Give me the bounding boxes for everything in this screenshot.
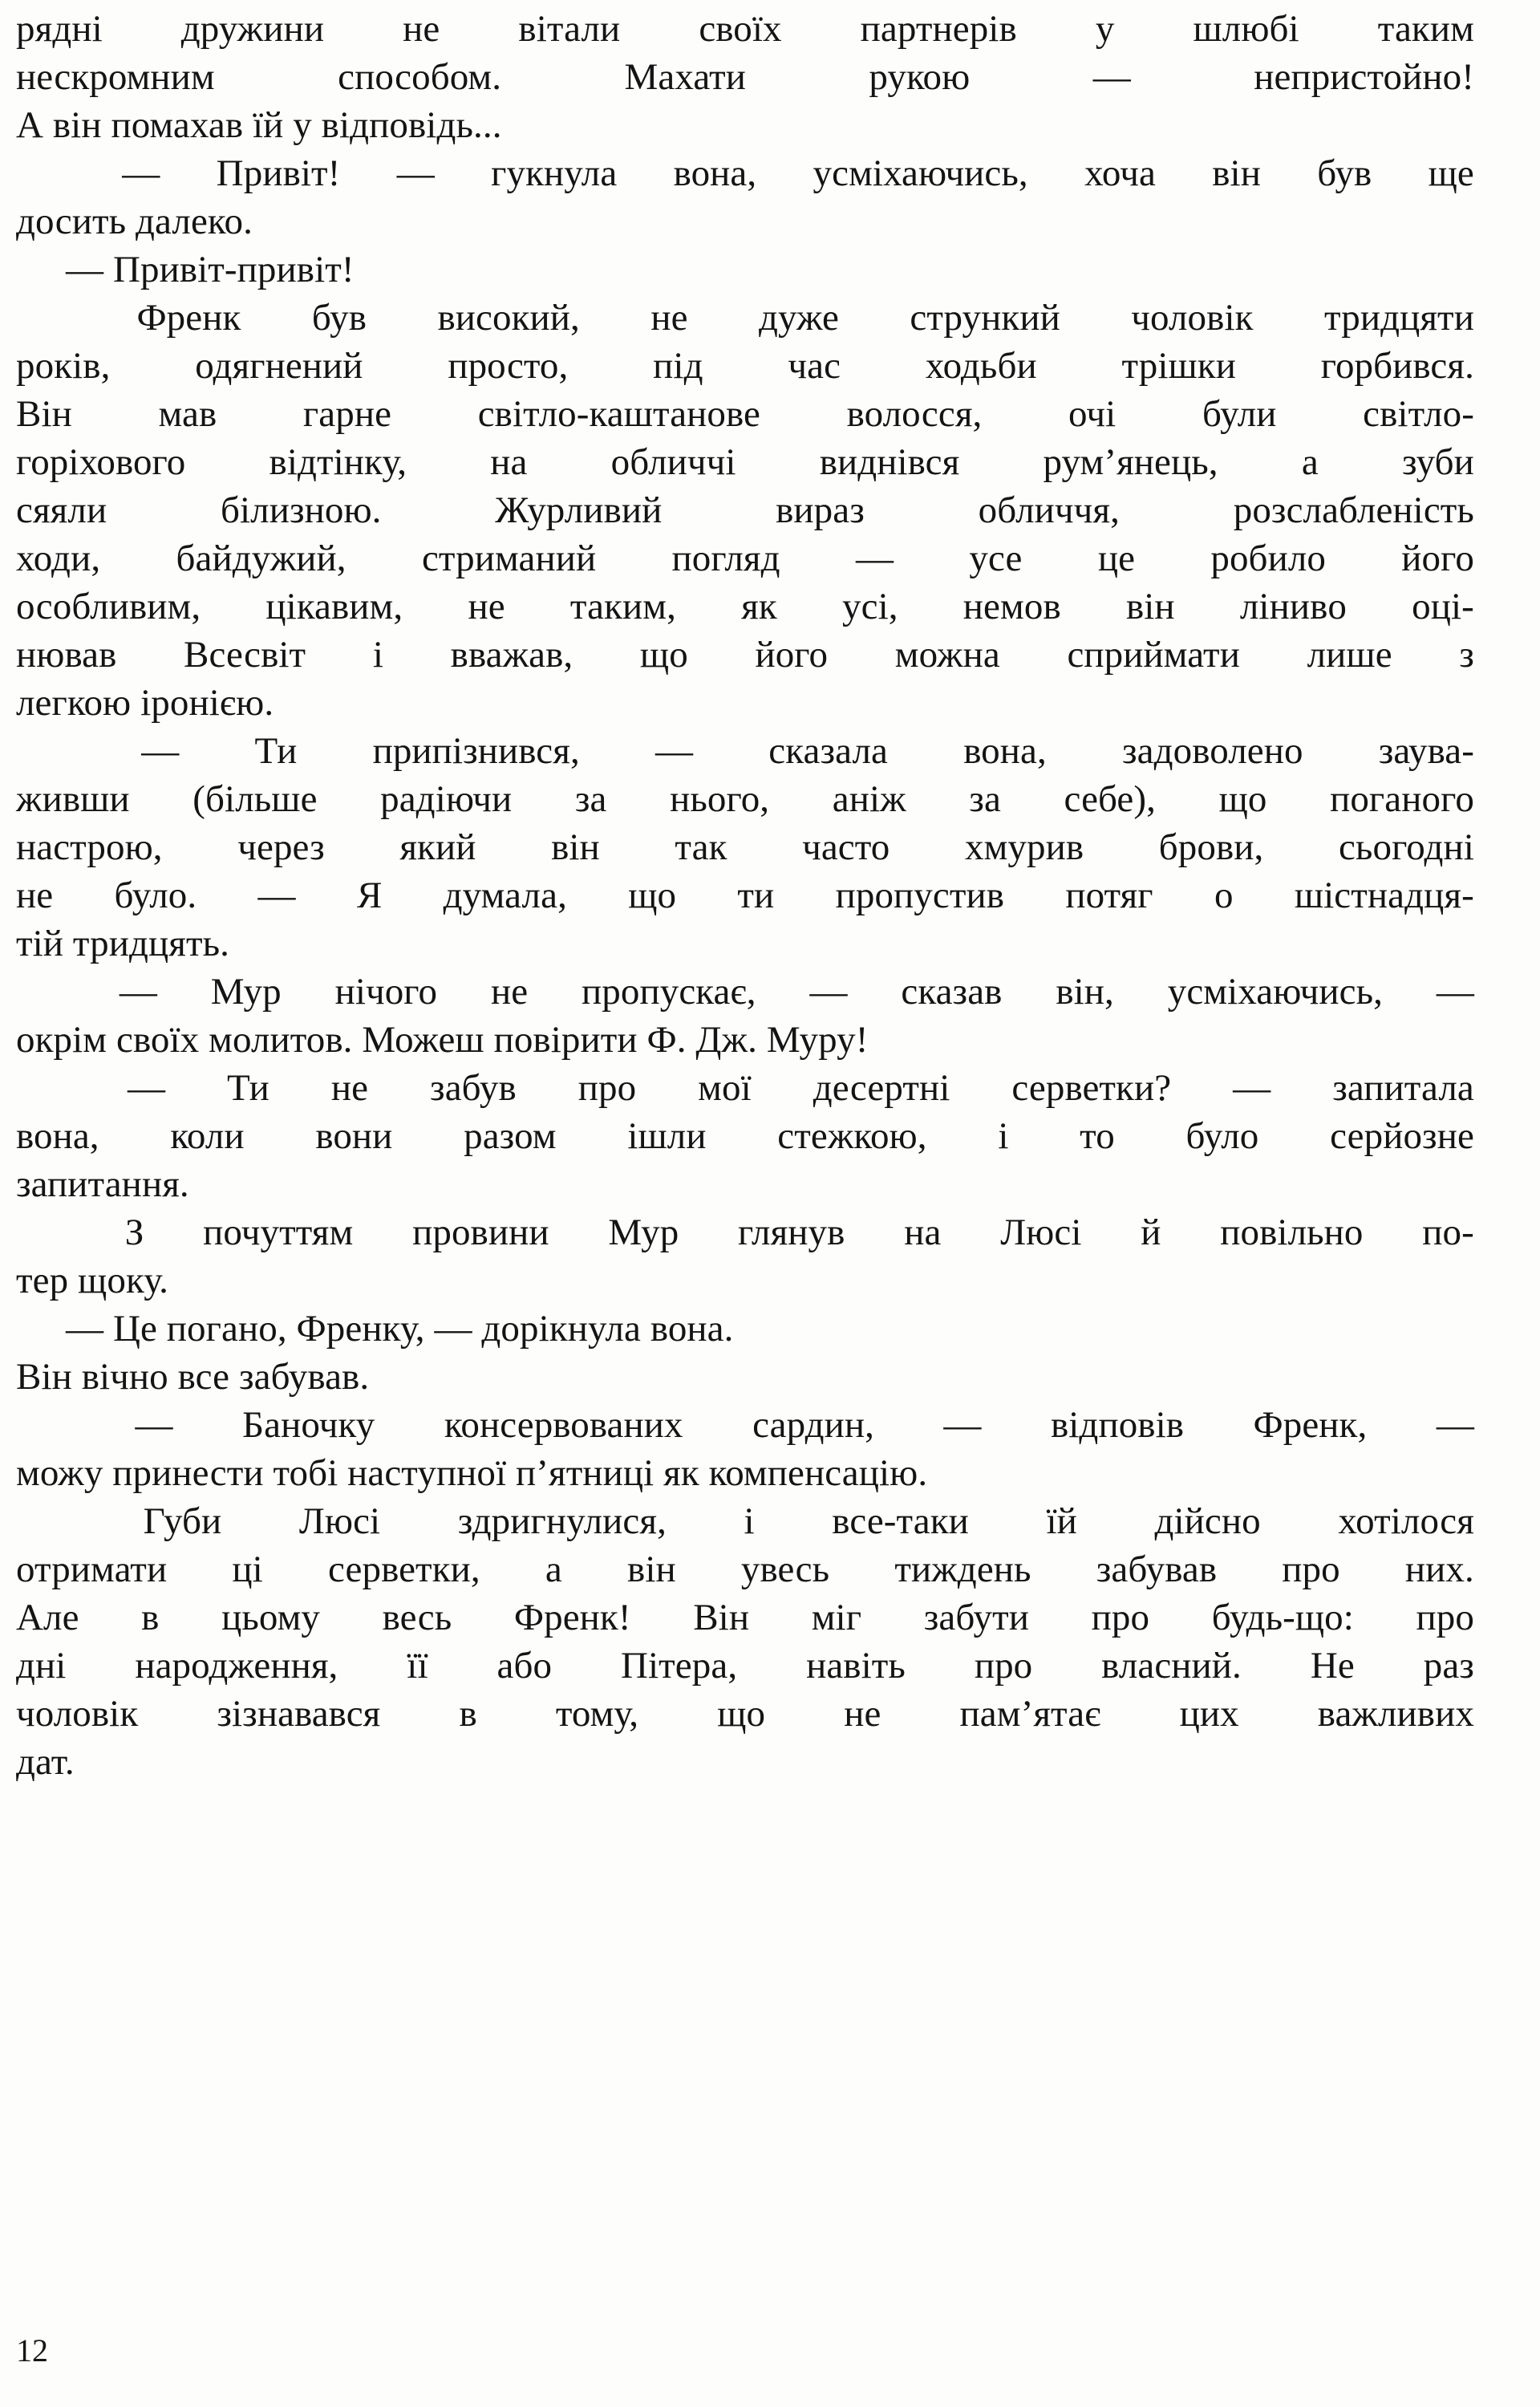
text-line <box>16 53 1474 101</box>
text-word: цьому <box>221 1597 321 1638</box>
text-word: — <box>396 152 435 194</box>
paragraph-indent <box>16 1401 66 1449</box>
text-word: він <box>1212 152 1261 194</box>
text-word: на <box>904 1212 942 1253</box>
text-word: погляд <box>671 538 780 579</box>
text-run: запитання. <box>16 1163 189 1205</box>
text-word: хотілося <box>1338 1500 1474 1542</box>
text-word: можна <box>894 634 1000 676</box>
text-word: лише <box>1307 634 1392 676</box>
text-line <box>16 390 1474 438</box>
text-word: у <box>1095 8 1115 50</box>
text-word: тиждень <box>894 1549 1031 1590</box>
text-word: забув <box>430 1067 517 1109</box>
text-word: запитала <box>1332 1067 1474 1109</box>
text-word: З <box>124 1212 144 1253</box>
text-word: усе <box>969 538 1023 579</box>
text-word: і <box>372 634 384 676</box>
text-word: гарне <box>302 393 392 435</box>
text-word: лінивo <box>1239 586 1347 627</box>
text-run: — Привіт-привіт! <box>66 249 355 290</box>
text-line <box>16 775 1474 823</box>
text-word: час <box>788 345 841 387</box>
text-word: — <box>1436 971 1474 1013</box>
text-word: високий, <box>437 297 580 339</box>
text-line <box>16 1545 1474 1593</box>
text-word: Френк! <box>513 1597 631 1638</box>
text-word: пропускає, <box>582 971 756 1013</box>
text-word: серйозне <box>1330 1115 1474 1157</box>
text-word: в <box>459 1693 477 1735</box>
text-word: дружини <box>180 8 325 50</box>
text-word: обличчі <box>610 441 736 483</box>
text-word: не <box>403 8 440 50</box>
text-word: шлюбі <box>1193 8 1299 50</box>
text-word: не <box>844 1693 881 1735</box>
text-word: стрункий <box>910 297 1060 339</box>
text-word: Мур <box>608 1212 679 1253</box>
text-word: ходьби <box>925 345 1037 387</box>
text-word: було <box>1185 1115 1259 1157</box>
text-word: отримати <box>16 1549 168 1590</box>
text-word: відтінку, <box>269 441 407 483</box>
text-word: виднівся <box>819 441 960 483</box>
text-line <box>16 1305 1474 1353</box>
text-word: навіть <box>806 1645 906 1687</box>
text-word: разом <box>464 1115 557 1157</box>
text-word: Я <box>356 875 383 916</box>
text-word: таким, <box>569 586 676 627</box>
text-word: розслабленість <box>1233 489 1474 531</box>
text-line <box>16 968 1474 1016</box>
text-word: просто, <box>448 345 569 387</box>
text-word: а <box>1301 441 1319 483</box>
text-run: А він помахав їй у відповідь... <box>16 104 502 146</box>
text-word: думала, <box>443 875 567 916</box>
text-word: хмурив <box>964 826 1084 868</box>
text-word: все-таки <box>832 1500 969 1542</box>
text-line <box>16 1449 1474 1497</box>
text-word: сьогодні <box>1338 826 1474 868</box>
text-run: тій тридцять. <box>16 923 229 964</box>
text-word: важливих <box>1317 1693 1474 1735</box>
text-word: чоловік <box>1131 297 1254 339</box>
text-run: легкою іронією. <box>16 682 274 724</box>
text-line <box>16 486 1474 534</box>
text-word: таким <box>1377 8 1474 50</box>
text-word: вважав, <box>450 634 573 676</box>
text-run: Він вічно все забував. <box>16 1356 370 1398</box>
text-word: його <box>755 634 829 676</box>
text-word: їй <box>1046 1500 1077 1542</box>
text-word: настрою, <box>16 826 163 868</box>
text-word: брови, <box>1158 826 1264 868</box>
text-word: весь <box>382 1597 452 1638</box>
text-word: про <box>1282 1549 1340 1590</box>
text-word: Люсі <box>1000 1212 1082 1253</box>
text-word: були <box>1202 393 1277 435</box>
text-word: він, <box>1056 971 1114 1013</box>
text-word: ходи, <box>16 538 101 579</box>
text-word: відповів <box>1050 1404 1185 1446</box>
text-word: зуби <box>1401 441 1474 483</box>
text-word: пропустив <box>835 875 1005 916</box>
text-run: дат. <box>16 1741 75 1783</box>
text-word: волосся, <box>846 393 983 435</box>
text-word: то <box>1080 1115 1115 1157</box>
text-word: Ти <box>227 1067 270 1109</box>
text-word: цих <box>1179 1693 1239 1735</box>
text-word: усміхаючись, <box>1167 971 1383 1013</box>
text-line <box>16 871 1474 919</box>
text-word: тридцяти <box>1324 297 1474 339</box>
text-word: забути <box>923 1597 1030 1638</box>
text-word: очі <box>1068 393 1116 435</box>
text-word: і <box>998 1115 1009 1157</box>
text-word: був <box>1317 152 1372 194</box>
text-line <box>16 919 1474 968</box>
text-word: чоловік <box>16 1693 139 1735</box>
text-word: стежкою, <box>777 1115 927 1157</box>
text-word: білизною. <box>220 489 382 531</box>
text-word: — <box>1233 1067 1271 1109</box>
text-word: дійсно <box>1154 1500 1261 1542</box>
text-word: й <box>1141 1212 1161 1253</box>
text-word: горбився. <box>1320 345 1474 387</box>
text-word: способом. <box>338 56 502 98</box>
text-word: вона, <box>673 152 757 194</box>
text-word: — <box>809 971 848 1013</box>
text-word: нював <box>16 634 117 676</box>
paragraph-indent <box>16 1064 66 1112</box>
text-word: ти <box>737 875 775 916</box>
text-word: — <box>127 1067 166 1109</box>
text-word: її <box>407 1645 428 1687</box>
paragraph-indent <box>16 727 66 775</box>
text-word: увесь <box>740 1549 830 1590</box>
text-word: Журливий <box>495 489 663 531</box>
text-word: аніж <box>832 778 906 820</box>
text-word: Але <box>16 1597 79 1638</box>
text-word: власний. <box>1101 1645 1242 1687</box>
text-word: дні <box>16 1645 67 1687</box>
text-word: не <box>468 586 505 627</box>
text-word: було. <box>114 875 197 916</box>
text-word: сяяли <box>16 489 107 531</box>
paragraph-indent <box>16 968 66 1016</box>
text-word: нескромним <box>16 56 215 98</box>
text-word: Губи <box>143 1500 222 1542</box>
text-word: Баночку <box>242 1404 375 1446</box>
text-word: рум’янець, <box>1043 441 1218 483</box>
text-word: що <box>639 634 688 676</box>
text-line <box>16 582 1474 631</box>
text-word: вона, <box>963 730 1047 772</box>
text-line <box>16 1064 1474 1112</box>
text-line <box>16 438 1474 486</box>
text-word: світло-каштанове <box>477 393 760 435</box>
text-word: про <box>974 1645 1033 1687</box>
text-line <box>16 1642 1474 1690</box>
text-word: не <box>490 971 529 1013</box>
text-word: (більше <box>192 778 318 820</box>
text-word: Пітера, <box>620 1645 738 1687</box>
text-word: сприймати <box>1067 634 1240 676</box>
text-word: нього, <box>670 778 770 820</box>
text-word: особливим, <box>16 586 201 627</box>
text-line <box>16 149 1474 197</box>
text-word: вираз <box>776 489 865 531</box>
text-word: — <box>655 730 694 772</box>
text-line <box>16 1160 1474 1208</box>
text-word: років, <box>16 345 111 387</box>
text-line <box>16 1112 1474 1160</box>
paragraph-indent <box>16 294 66 342</box>
text-line <box>16 727 1474 775</box>
text-word: був <box>311 297 367 339</box>
text-line <box>16 294 1474 342</box>
text-word: Не <box>1310 1645 1355 1687</box>
text-word: Він <box>16 393 72 435</box>
text-line <box>16 1690 1474 1738</box>
text-word: Ти <box>254 730 298 772</box>
text-run: досить далеко. <box>16 201 253 242</box>
text-word: — <box>122 152 160 194</box>
text-word: він <box>551 826 600 868</box>
text-word: і <box>744 1500 755 1542</box>
text-word: про <box>578 1067 637 1109</box>
text-word: живши <box>16 778 130 820</box>
text-word: почуттям <box>203 1212 354 1253</box>
text-word: за <box>969 778 1001 820</box>
text-word: Всесвіт <box>184 634 306 676</box>
text-word: Френк, <box>1253 1404 1368 1446</box>
text-word: світло- <box>1363 393 1474 435</box>
text-word: в <box>141 1597 160 1638</box>
text-line <box>16 631 1474 679</box>
text-word: десертні <box>813 1067 950 1109</box>
paragraph-indent <box>16 149 66 197</box>
text-word: Привіт! <box>216 152 341 194</box>
text-word: ці <box>232 1549 263 1590</box>
text-word: вони <box>315 1115 393 1157</box>
text-word: що <box>717 1693 766 1735</box>
text-word: серветки? <box>1011 1067 1172 1109</box>
text-word: припізнився, <box>372 730 580 772</box>
text-run: можу принести тобі наступної п’ятниці як компенсацію. <box>16 1452 928 1494</box>
text-word: рядні <box>16 8 103 50</box>
text-line <box>16 823 1474 871</box>
page-text-block <box>16 5 1474 1786</box>
text-word: радіючи <box>380 778 513 820</box>
text-line <box>16 1208 1474 1256</box>
text-word: коли <box>170 1115 245 1157</box>
text-run: окрім своїх молитов. Можеш повірити Ф. Дж. Муру! <box>16 1019 869 1061</box>
text-word: сказала <box>768 730 888 772</box>
text-word: він <box>627 1549 676 1590</box>
text-word: серветки, <box>327 1549 480 1590</box>
text-word: народження, <box>135 1645 338 1687</box>
text-word: здригнулися, <box>457 1500 667 1542</box>
text-line <box>16 101 1474 149</box>
text-line <box>16 1401 1474 1449</box>
text-line <box>16 1738 1474 1786</box>
text-word: потяг <box>1065 875 1153 916</box>
text-word: консервованих <box>444 1404 683 1446</box>
text-word: часто <box>802 826 890 868</box>
text-word: не <box>650 297 688 339</box>
text-line <box>16 1593 1474 1642</box>
text-word: о <box>1214 875 1234 916</box>
text-word: дуже <box>759 297 839 339</box>
text-word: партнерів <box>860 8 1017 50</box>
text-word: ще <box>1428 152 1474 194</box>
text-line <box>16 679 1474 727</box>
text-word: — <box>119 971 157 1013</box>
text-line <box>16 1497 1474 1545</box>
text-word: гукнула <box>491 152 618 194</box>
paragraph-indent <box>16 1497 66 1545</box>
text-word: сказав <box>901 971 1003 1013</box>
text-word: глянув <box>738 1212 845 1253</box>
text-word: трішки <box>1121 345 1236 387</box>
text-word: нічого <box>334 971 438 1013</box>
text-run: — Це погано, Френку, — дорікнула вона. <box>66 1308 734 1350</box>
text-word: задоволено <box>1122 730 1303 772</box>
text-word: поганого <box>1330 778 1474 820</box>
text-line <box>16 197 1474 246</box>
text-word: Френк <box>136 297 241 339</box>
text-word: тому, <box>555 1693 639 1735</box>
text-word: ішли <box>627 1115 707 1157</box>
text-word: Люсі <box>298 1500 381 1542</box>
text-line <box>16 5 1474 53</box>
text-word: це <box>1097 538 1136 579</box>
text-word: він <box>1125 586 1175 627</box>
text-word: Махати <box>624 56 746 98</box>
text-line <box>16 534 1474 582</box>
text-word: Він <box>693 1597 750 1638</box>
text-word: забував <box>1096 1549 1218 1590</box>
text-word: своїх <box>699 8 782 50</box>
text-word: горіхового <box>16 441 186 483</box>
text-word: будь-що: <box>1211 1597 1354 1638</box>
text-word: — <box>141 730 180 772</box>
text-word: раз <box>1423 1645 1474 1687</box>
text-run: тер щоку. <box>16 1260 168 1301</box>
text-word: хоча <box>1084 152 1156 194</box>
text-line <box>16 1016 1474 1064</box>
text-word: — <box>943 1404 982 1446</box>
text-word: через <box>237 826 325 868</box>
text-line <box>16 1353 1474 1401</box>
text-word: що <box>1218 778 1267 820</box>
text-word: а <box>545 1549 562 1590</box>
text-word: шістнадця- <box>1294 875 1474 916</box>
text-word: так <box>675 826 727 868</box>
text-word: них. <box>1404 1549 1474 1590</box>
page-number: 12 <box>16 2332 48 2368</box>
text-word: — <box>855 538 894 579</box>
text-word: рукою <box>869 56 971 98</box>
text-word: цікавим, <box>265 586 403 627</box>
text-word: байдужий, <box>176 538 346 579</box>
text-word: мої <box>698 1067 752 1109</box>
text-word: обличчя, <box>978 489 1120 531</box>
text-word: вітали <box>518 8 621 50</box>
text-word: мав <box>158 393 217 435</box>
text-word: зізнавався <box>217 1693 381 1735</box>
text-word: сардин, <box>752 1404 874 1446</box>
text-word: непристойно! <box>1254 56 1474 98</box>
text-word: усміхаючись, <box>813 152 1028 194</box>
text-word: за <box>574 778 607 820</box>
text-word: про <box>1416 1597 1474 1638</box>
text-line <box>16 1256 1474 1305</box>
text-word: повільно <box>1220 1212 1364 1253</box>
text-word: не <box>16 875 54 916</box>
text-line <box>16 342 1474 390</box>
text-word: про <box>1091 1597 1150 1638</box>
text-word: — <box>135 1404 173 1446</box>
text-word: на <box>490 441 528 483</box>
text-word: — <box>1436 1404 1474 1446</box>
text-word: — <box>257 875 296 916</box>
text-word: робило <box>1210 538 1326 579</box>
text-word: або <box>496 1645 553 1687</box>
text-line <box>16 246 1474 294</box>
paragraph-indent <box>16 1208 66 1256</box>
text-word: стриманий <box>421 538 597 579</box>
text-word: вона, <box>16 1115 99 1157</box>
text-word: що <box>628 875 677 916</box>
text-word: пам’ятає <box>959 1693 1101 1735</box>
text-word: міг <box>811 1597 862 1638</box>
text-word: себе), <box>1064 778 1156 820</box>
text-word: як <box>741 586 777 627</box>
text-word: заува- <box>1378 730 1474 772</box>
text-word: — <box>1092 56 1131 98</box>
text-word: по- <box>1422 1212 1474 1253</box>
text-word: провини <box>412 1212 549 1253</box>
text-word: Мур <box>210 971 282 1013</box>
text-word: який <box>399 826 476 868</box>
text-word: оці- <box>1412 586 1474 627</box>
text-word: під <box>653 345 703 387</box>
text-word: його <box>1401 538 1474 579</box>
text-word: одягнений <box>195 345 363 387</box>
text-word: усі, <box>842 586 898 627</box>
text-word: не <box>330 1067 369 1109</box>
text-word: немов <box>962 586 1061 627</box>
text-word: з <box>1459 634 1474 676</box>
